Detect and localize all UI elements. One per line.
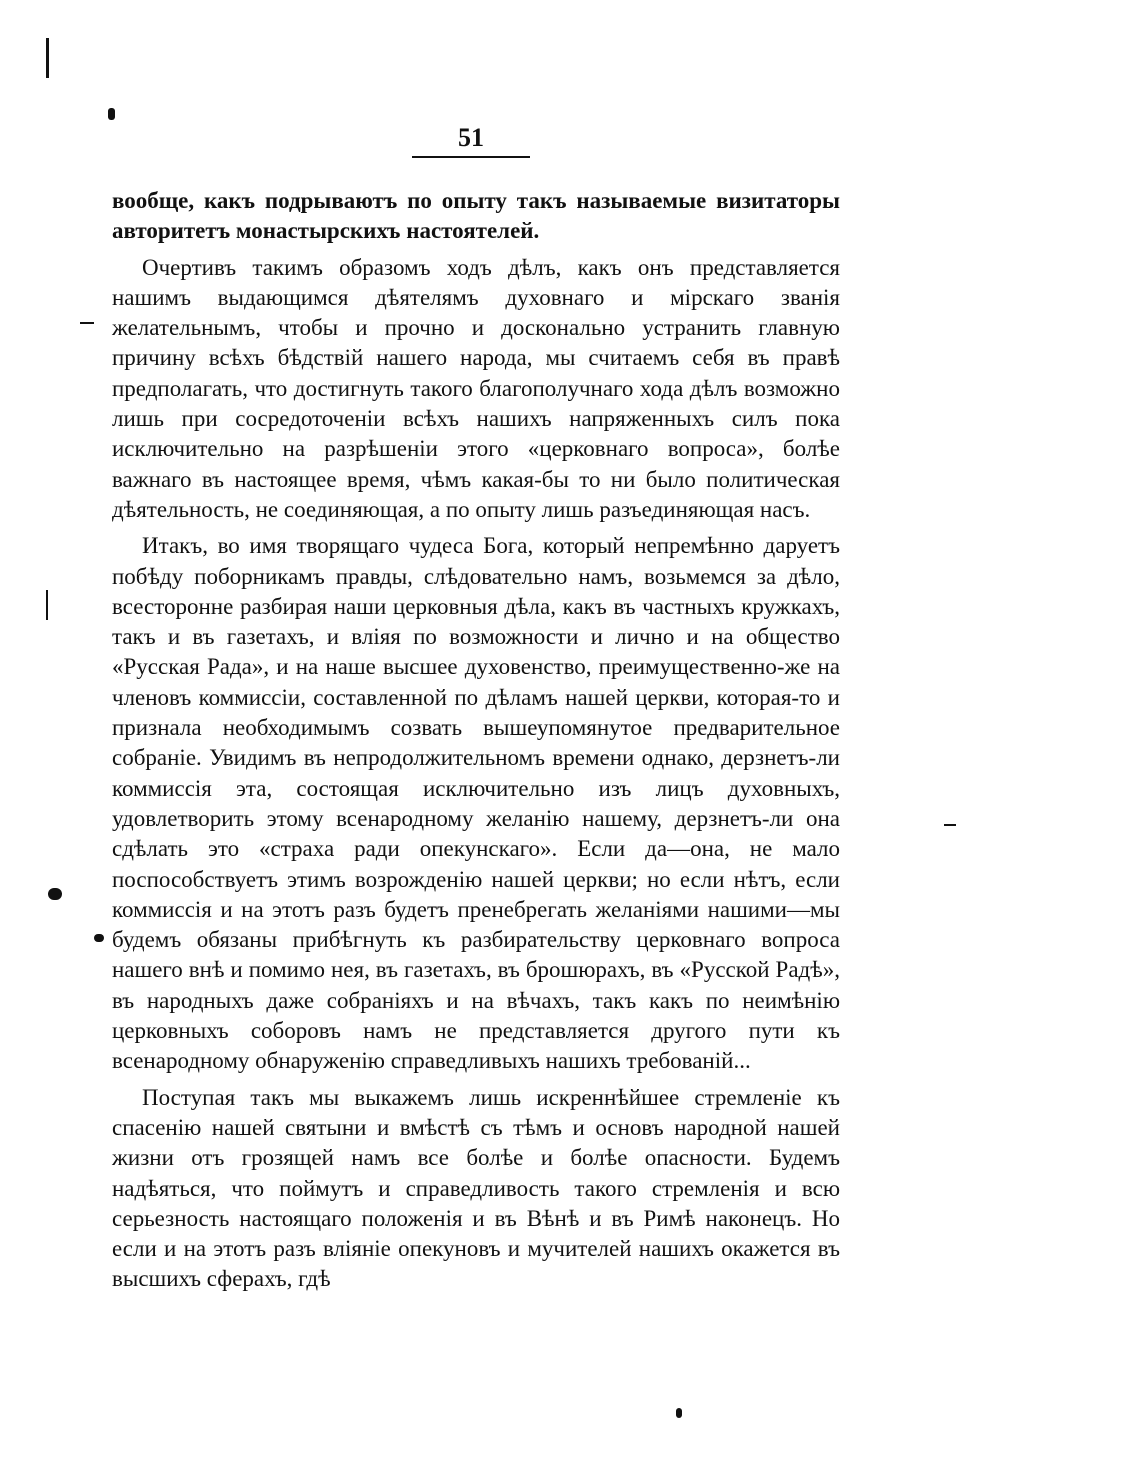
scan-mark-left-edge bbox=[46, 38, 49, 78]
scan-mark-dash bbox=[80, 322, 94, 324]
page-number-rule bbox=[412, 156, 530, 158]
scan-mark-left-edge bbox=[46, 590, 48, 620]
scan-mark-blot bbox=[48, 888, 62, 900]
paragraph: Очертивъ такимъ образомъ ходъ дѣлъ, какъ онъ представляется нашимъ выдающимся дѣятелямъ духовнаго и мірскаго званія желательнымъ, чтобы и прочно и досконально устранить главную причину всѣхъ бѣдствій нашего народа, мы считаемъ себя въ правѣ предполагать, что достигнуть такого благополучнаго хода дѣлъ возможно лишь при сосредоточеніи всѣхъ нашихъ напряженныхъ силъ пока исключительно на разрѣшеніи этого «церковнаго вопроса», болѣе важнаго въ настоящее время, чѣмъ какая-бы то ни было политическая дѣятельность, не соединяющая, а по опыту лишь разъединяющая насъ. bbox=[112, 254, 840, 522]
page-number: 51 bbox=[458, 123, 484, 152]
body-text bbox=[112, 186, 840, 1295]
scan-mark-blot bbox=[108, 108, 115, 120]
paragraph: Поступая такъ мы выкажемъ лишь искреннѣйшее стремленіе къ спасенію нашей святыни и вмѣстѣ съ тѣмъ и основъ народной нашей жизни отъ грозящей намъ все болѣе и болѣе опасности. Будемъ надѣяться, что поймутъ и справедливость такого стремленія и всю серьезность настоящаго положенія и въ Вѣнѣ и въ Римѣ наконецъ. Но если и на этотъ разъ вліяніе опекуновъ и мучителей нашихъ окажется въ высшихъ сферахъ, гдѣ bbox=[112, 1084, 840, 1292]
scan-mark-blot bbox=[676, 1408, 682, 1418]
scan-mark-dash bbox=[944, 824, 956, 826]
paragraph: вообще, какъ подрываютъ по опыту такъ называемые визитаторы авторитетъ монастырскихъ настоятелей. bbox=[112, 188, 840, 244]
scan-mark-blot bbox=[94, 934, 104, 942]
paragraph: Итакъ, во имя творящаго чудеса Бога, который непремѣнно даруетъ побѣду поборникамъ правды, слѣдовательно намъ, возьмемся за дѣло, всесторонне разбирая наши церковныя дѣла, какъ въ частныхъ кружкахъ, такъ и въ газетахъ, и вліяя по возможности и лично и на общество «Русская Рада», и на наше высшее духовенство, преимущественно-же на членовъ коммиссіи, составленной по дѣламъ нашей церкви, которая-то и признала необходимымъ созвать вышеупомянутое предварительное собраніе. Увидимъ въ непродолжительномъ времени однако, дерзнетъ-ли коммиссія эта, состоящая исключительно изъ лицъ духовныхъ, удовлетворить этому всенародному желанію нашему, дерзнетъ-ли она сдѣлать это «страха ради опекунскаго». Если да—она, не мало поспособствуетъ этимъ возрожденію нашей церкви; но если нѣтъ, если коммиссія и на этотъ разъ будетъ пренебрегать желаніями нашими—мы будемъ обязаны прибѣгнуть къ разбирательству церковнаго вопроса нашего внѣ и помимо нея, въ газетахъ, въ брошюрахъ, въ «Русской Радѣ», въ народныхъ даже собраніяхъ и на вѣчахъ, такъ какъ по неимѣнію церковныхъ соборовъ намъ не представляется другого пути къ всенародному обнаруженію справедливыхъ нашихъ требованій... bbox=[112, 533, 840, 1074]
